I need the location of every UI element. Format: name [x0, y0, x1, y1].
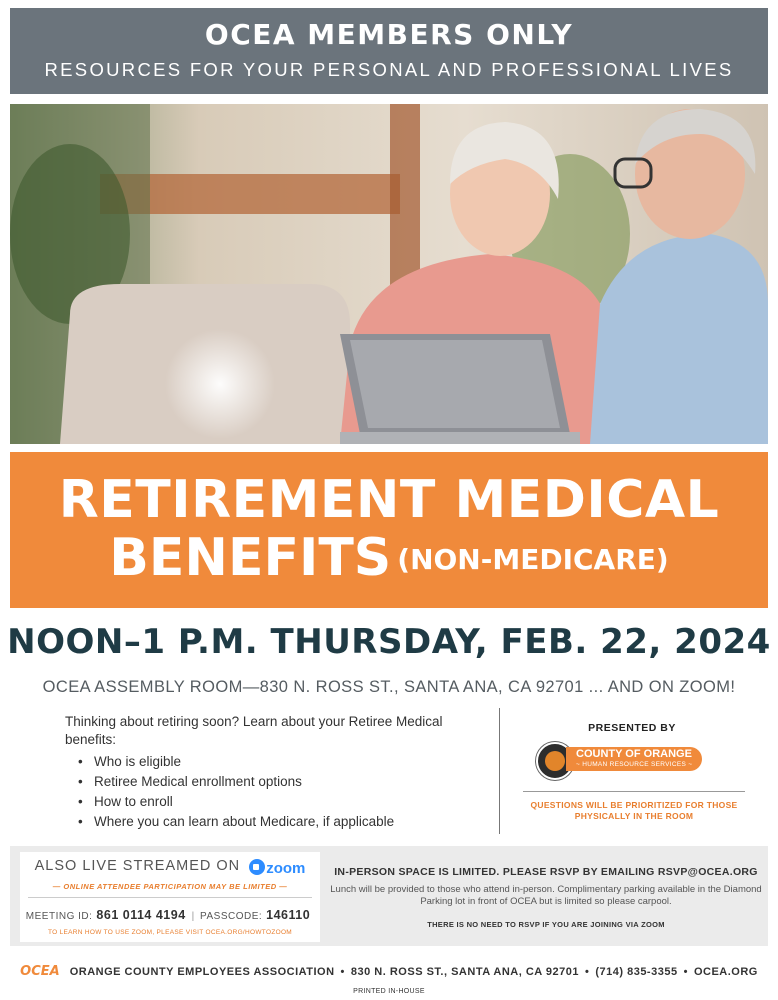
passcode-label: PASSCODE: [200, 911, 263, 922]
topic-list [78, 752, 394, 832]
bullet-icon: • [78, 774, 83, 789]
list-item [78, 792, 394, 812]
ocea-logo: OCEA [20, 964, 60, 979]
footer-phone: (714) 835-3355 [595, 966, 678, 978]
header-title: OCEA MEMBERS ONLY [204, 18, 574, 51]
footer-org: ORANGE COUNTY EMPLOYEES ASSOCIATION [69, 966, 335, 978]
presented-by-label: PRESENTED BY [588, 722, 676, 734]
streamed-label: ALSO LIVE STREAMED ON [34, 858, 241, 874]
printed-in-house: PRINTED IN-HOUSE [353, 988, 425, 995]
footer-website: OCEA.ORG [693, 966, 758, 978]
list-item-text: Where you can learn about Medicare, if applicable [94, 814, 395, 829]
list-item [78, 772, 394, 792]
questions-note: QUESTIONS WILL BE PRIORITIZED FOR THOSE PHYSICALLY IN THE ROOM [530, 800, 738, 821]
list-item [78, 752, 394, 772]
title-line-2 [10, 528, 768, 590]
intro-text: Thinking about retiring soon? Learn about your Retiree Medical benefits: [65, 714, 443, 747]
bullet-icon: • [78, 754, 83, 769]
zoom-howto: TO LEARN HOW TO USE ZOOM, PLEASE VISIT OCEA.ORG/HOWTOZOOM [47, 929, 293, 936]
list-item-text: Retiree Medical enrollment options [94, 774, 302, 789]
footer [0, 964, 778, 979]
event-datetime: NOON–1 P.M. THURSDAY, FEB. 22, 2024 [7, 622, 771, 662]
bullet-icon: • [78, 794, 83, 809]
zoom-logo [249, 859, 305, 877]
rsvp-headline: IN-PERSON SPACE IS LIMITED. PLEASE RSVP BY EMAILING RSVP@OCEA.ORG [334, 866, 758, 878]
participation-limited: — ONLINE ATTENDEE PARTICIPATION MAY BE LIMITED — [52, 882, 288, 891]
title-benefits: BENEFITS [109, 528, 392, 588]
event-location: OCEA ASSEMBLY ROOM—830 N. ROSS ST., SANTA ANA, CA 92701 ... AND ON ZOOM! [42, 678, 736, 696]
seal-center [545, 751, 565, 771]
zoom-wordmark: zoom [266, 860, 306, 877]
passcode: 146110 [266, 908, 311, 922]
county-name: COUNTY OF ORANGE [576, 748, 692, 760]
bullet-icon: • [78, 814, 83, 829]
meeting-id: 861 0114 4194 [96, 908, 186, 922]
list-item-text: How to enroll [94, 794, 173, 809]
header-subtitle: RESOURCES FOR YOUR PERSONAL AND PROFESSIONAL LIVES [44, 59, 734, 80]
footer-address: 830 N. ROSS ST., SANTA ANA, CA 92701 [350, 966, 579, 978]
zoom-camera-icon [249, 859, 265, 875]
county-dept: ~ HUMAN RESOURCE SERVICES ~ [576, 761, 693, 768]
vertical-divider [499, 708, 500, 834]
footer-bullet: • [584, 966, 590, 978]
hero-photo [10, 104, 768, 444]
footer-bullet: • [340, 966, 345, 978]
title-line-1: RETIREMENT MEDICAL [58, 470, 720, 530]
streamed-line [20, 858, 320, 877]
county-of-orange-logo [566, 747, 702, 771]
no-rsvp-note: THERE IS NO NEED TO RSVP IF YOU ARE JOINING VIA ZOOM [427, 920, 665, 929]
meeting-id-label: MEETING ID: [25, 911, 93, 922]
couple-with-laptop-illustration [10, 104, 768, 444]
zoom-box [20, 852, 320, 942]
header-banner [10, 8, 768, 94]
list-item [78, 812, 394, 832]
lunch-parking-note: Lunch will be provided to those who attend in-person. Complimentary parking available in the Diamond Parking lot in front of OCEA but is limited so please carpool. [330, 884, 762, 907]
separator: | [191, 911, 195, 922]
list-item-text: Who is eligible [94, 754, 182, 769]
horizontal-divider [523, 791, 745, 792]
title-non-medicare: (NON-MEDICARE) [397, 543, 669, 576]
footer-bullet: • [683, 966, 688, 978]
title-banner [10, 452, 768, 608]
zoom-divider [28, 897, 312, 898]
meeting-credentials [20, 908, 320, 922]
